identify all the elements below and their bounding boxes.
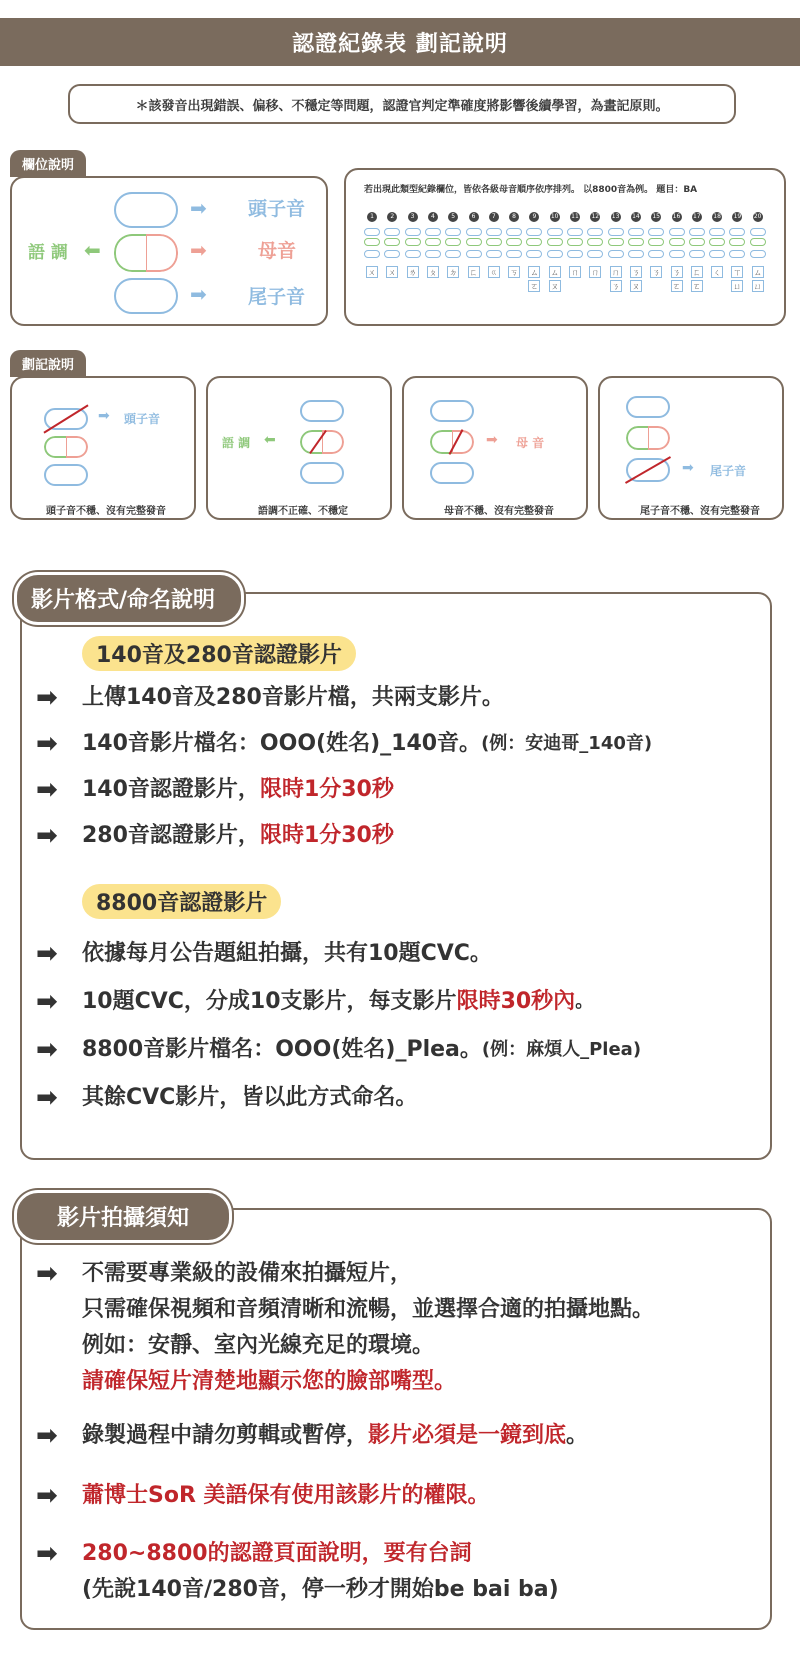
number-badge: 12 <box>591 213 600 220</box>
example-title: 若出現此類型紀錄欄位，皆依各級母音順序依序排列。 以8800音為例。 題目：BA <box>364 185 698 195</box>
arrow-right-icon: ➡ <box>190 196 207 220</box>
line-text: 上傳140音及280音影片檔，共兩支影片。 <box>82 685 504 710</box>
mini-pill <box>445 238 461 246</box>
arrow-right-icon: ➡ <box>36 729 58 759</box>
arrow-right-icon: ➡ <box>36 821 58 851</box>
arrow-right-icon: ➡ <box>36 1421 58 1451</box>
mini-pill <box>689 250 705 258</box>
mini-pill <box>567 250 583 258</box>
number-badge: 13 <box>611 213 620 220</box>
shooting-text: 。 <box>566 1423 589 1448</box>
tail-pill <box>114 278 178 314</box>
zhuyin-cell: ㄌ <box>408 268 417 277</box>
mini-pill <box>729 228 745 236</box>
zhuyin-cell: ㄡ <box>550 282 559 291</box>
line-text-red: 限時30秒內 <box>456 989 576 1014</box>
line-text: 10題CVC，分成10支影片，每支影片 <box>82 989 457 1014</box>
line-note: 。 <box>575 991 594 1012</box>
format-line <box>36 1032 641 1068</box>
card-caption: 尾子音不穩、沒有完整發音 <box>640 506 760 517</box>
line-text: 280音認證影片， <box>82 823 260 848</box>
mini-pill <box>445 228 461 236</box>
shooting-item-1 <box>36 1256 654 1400</box>
mini-pill <box>466 250 482 258</box>
mini-pill <box>526 238 542 246</box>
format-line <box>36 726 652 762</box>
arrow-right-icon: ➡ <box>682 460 694 476</box>
mini-pill <box>608 250 624 258</box>
zhuyin-cell: ㄋ <box>631 268 640 277</box>
vowel-pill <box>114 234 178 272</box>
mini-pill <box>669 228 685 236</box>
mini-pill <box>547 238 563 246</box>
number-badge: 20 <box>753 213 762 220</box>
line-text-red: 限時1分30秒 <box>259 823 394 848</box>
mini-pill <box>729 250 745 258</box>
zhuyin-cell: ㄨ <box>388 268 397 277</box>
notice-text: ＊該發音出現錯誤、偏移、不穩定等問題，認證官判定準確度將影響後續學習，為畫記原則。 <box>135 98 669 114</box>
mini-pill <box>628 250 644 258</box>
format-line <box>36 680 504 716</box>
zhuyin-cell: ㄆ <box>428 268 437 277</box>
number-badge: 5 <box>448 212 458 222</box>
mini-pill <box>547 228 563 236</box>
zhuyin-cell: ㄈ <box>469 268 478 277</box>
shooting-text-red: 蕭博士SoR 美語保有使用該影片的權限。 <box>82 1483 490 1508</box>
arrow-right-icon: ➡ <box>98 408 110 424</box>
group1-title: 140音及280音認證影片 <box>82 636 356 671</box>
zhuyin-cell: ㄋ <box>611 282 620 291</box>
mini-pill <box>669 250 685 258</box>
arrow-left-icon: ⬅ <box>84 238 101 262</box>
shooting-text-red: 請確保短片清楚地顯示您的臉部嘴型。 <box>82 1369 457 1394</box>
format-line <box>36 772 394 808</box>
mini-pill <box>567 228 583 236</box>
zhuyin-cell: ㄑ <box>713 268 722 277</box>
head-pill <box>114 192 178 228</box>
card-label: 語 調 <box>222 436 251 450</box>
line-text: 依據每月公告題組拍攝，共有10題CVC。 <box>82 941 492 966</box>
card-label: 頭子音 <box>124 412 161 426</box>
arrow-right-icon: ➡ <box>36 683 58 713</box>
mini-pill <box>364 238 380 246</box>
arrow-right-icon: ➡ <box>36 1539 58 1569</box>
head-pill <box>300 400 344 422</box>
shooting-text: 只需確保視頻和音頻清晰和流暢，並選擇合適的拍攝地點。 <box>82 1297 655 1322</box>
mini-pill <box>364 228 380 236</box>
mark-explain-tag: 劃記說明 <box>10 350 86 377</box>
arrow-right-icon: ➡ <box>36 775 58 805</box>
number-badge: 6 <box>469 212 479 222</box>
format-line <box>36 984 593 1020</box>
arrow-right-icon: ➡ <box>190 282 207 306</box>
mini-pill <box>628 228 644 236</box>
mini-pill <box>506 228 522 236</box>
zhuyin-cell: ㄋ <box>672 268 681 277</box>
zhuyin-cell: ㄒ <box>733 268 742 277</box>
zhuyin-cell: ㄩ <box>753 282 762 291</box>
shooting-text: 錄製過程中請勿剪輯或暫停， <box>82 1423 369 1448</box>
number-badge: 2 <box>387 212 397 222</box>
zhuyin-cell: ㄋ <box>652 268 661 277</box>
mini-pill <box>709 250 725 258</box>
head-pill <box>430 400 474 422</box>
zhuyin-cell: ㄍ <box>489 268 498 277</box>
mini-pill <box>750 250 766 258</box>
tail-pill <box>44 464 88 486</box>
mini-pill <box>425 250 441 258</box>
mini-pill <box>587 250 603 258</box>
vowel-label: 母音 <box>258 240 297 262</box>
zhuyin-cell: ㄡ <box>631 282 640 291</box>
card-caption: 母音不穩、沒有完整發音 <box>444 506 554 517</box>
mini-pill <box>466 228 482 236</box>
format-line <box>36 1080 417 1116</box>
mini-pill <box>669 238 685 246</box>
zhuyin-cell: ㄛ <box>530 282 539 291</box>
shooting-text: 不需要專業級的設備來拍攝短片， <box>82 1261 413 1286</box>
mini-pill <box>405 250 421 258</box>
zhuyin-cell: ㄉ <box>449 268 458 277</box>
video-format-box <box>20 592 772 1160</box>
page-title: 認證紀錄表 劃記說明 <box>292 31 508 57</box>
mini-pill <box>445 250 461 258</box>
field-explain-tag: 欄位說明 <box>10 150 86 177</box>
zhuyin-cell: ㄙ <box>550 268 559 277</box>
field-explain-box <box>10 176 328 326</box>
zhuyin-cell: ㄇ <box>571 268 579 277</box>
line-note: (例：安迪哥_140音) <box>481 733 653 754</box>
head-pill <box>626 396 670 418</box>
zhuyin-cell: ㄙ <box>530 268 539 277</box>
number-badge: 10 <box>550 213 559 220</box>
number-badge: 17 <box>692 213 701 220</box>
mini-pill <box>648 250 664 258</box>
mini-pill <box>405 238 421 246</box>
format-line <box>36 936 492 972</box>
mini-pill <box>648 238 664 246</box>
mini-pill <box>466 238 482 246</box>
mini-pill <box>486 238 502 246</box>
tail-pill <box>300 462 344 484</box>
mini-pill <box>689 228 705 236</box>
arrow-right-icon: ➡ <box>36 987 58 1017</box>
shooting-item-4 <box>36 1536 559 1608</box>
number-badge: 18 <box>713 213 721 220</box>
number-badge: 11 <box>571 213 579 220</box>
mini-pill <box>709 238 725 246</box>
mini-pill <box>547 250 563 258</box>
zhuyin-cell: ㄩ <box>733 282 742 291</box>
mini-pill <box>364 250 380 258</box>
zhuyin-cell: ㄙ <box>753 268 762 277</box>
mini-pill <box>689 238 705 246</box>
video-format-title: 影片格式/命名說明 <box>14 572 244 625</box>
zhuyin-cell: ㄈ <box>692 268 701 277</box>
number-badge: 19 <box>733 213 742 220</box>
mini-pill <box>608 238 624 246</box>
arrow-right-icon: ➡ <box>36 1481 58 1511</box>
mini-pill <box>405 228 421 236</box>
number-badge: 15 <box>652 213 660 220</box>
mini-pill <box>384 228 400 236</box>
tail-pill <box>430 462 474 484</box>
shooting-text-red: 280~8800的認證頁面說明，要有台詞 <box>82 1541 472 1566</box>
mini-pill <box>608 228 624 236</box>
example-box <box>344 168 786 326</box>
number-badge: 9 <box>529 212 539 222</box>
mini-pill <box>506 238 522 246</box>
mark-card-vowel <box>402 376 588 520</box>
zhuyin-cell: ㄛ <box>692 282 701 291</box>
mini-pill <box>750 238 766 246</box>
line-text-red: 限時1分30秒 <box>259 777 394 802</box>
shooting-item-2 <box>36 1418 588 1454</box>
mini-pill <box>526 228 542 236</box>
zhuyin-cell: ㄨ <box>368 268 376 277</box>
number-badge: 7 <box>489 212 499 222</box>
number-badge: 14 <box>632 213 640 220</box>
mark-card-tone <box>206 376 392 520</box>
card-label: 母 音 <box>516 436 545 450</box>
number-badge: 1 <box>367 212 377 222</box>
arrow-left-icon: ⬅ <box>264 432 276 448</box>
arrow-right-icon: ➡ <box>36 1259 58 1289</box>
arrow-right-icon: ➡ <box>190 238 207 262</box>
mini-pill <box>506 250 522 258</box>
arrow-right-icon: ➡ <box>36 1083 58 1113</box>
mini-pill <box>628 238 644 246</box>
number-badge: 4 <box>428 212 438 222</box>
mark-card-head <box>10 376 196 520</box>
number-badge: 16 <box>672 213 681 220</box>
number-badge: 3 <box>408 212 418 222</box>
format-line <box>36 818 394 854</box>
line-text: 8800音影片檔名：OOO(姓名)_Plea。 <box>82 1037 482 1062</box>
vowel-pill <box>44 436 88 458</box>
zhuyin-cell: ㄇ <box>611 268 620 277</box>
mini-pill <box>425 228 441 236</box>
mini-pill <box>526 250 542 258</box>
zhuyin-cell: ㄎ <box>510 268 519 277</box>
mini-pill <box>567 238 583 246</box>
shooting-text-red: 影片必須是一鏡到底 <box>368 1423 567 1448</box>
shooting-item-3 <box>36 1478 490 1514</box>
mini-pill <box>750 228 766 236</box>
line-text: 140音認證影片， <box>82 777 260 802</box>
line-note: (例：麻煩人_Plea) <box>481 1039 642 1060</box>
line-text: 其餘CVC影片，皆以此方式命名。 <box>82 1085 418 1110</box>
page-header <box>0 18 800 66</box>
mini-pill <box>587 228 603 236</box>
zhuyin-cell: ㄛ <box>672 282 681 291</box>
mini-pill <box>587 238 603 246</box>
arrow-right-icon: ➡ <box>36 939 58 969</box>
mini-pill <box>729 238 745 246</box>
tail-label: 尾子音 <box>248 286 306 308</box>
card-caption: 頭子音不穩、沒有完整發音 <box>46 506 166 517</box>
arrow-right-icon: ➡ <box>36 1035 58 1065</box>
mini-pill <box>425 238 441 246</box>
zhuyin-cell: ㄇ <box>591 268 600 277</box>
notice-box <box>68 84 736 124</box>
shooting-text: 例如：安靜、室內光線充足的環境。 <box>82 1333 435 1358</box>
mini-pill <box>486 228 502 236</box>
vowel-pill <box>626 426 670 450</box>
shooting-text: (先說140音/280音，停一秒才開始be bai ba) <box>82 1577 559 1602</box>
head-label: 頭子音 <box>248 198 306 220</box>
card-label: 尾子音 <box>710 464 747 478</box>
tone-label: 語 調 <box>28 243 68 263</box>
line-text: 140音影片檔名：OOO(姓名)_140音。 <box>82 731 482 756</box>
mini-pill <box>709 228 725 236</box>
shooting-title: 影片拍攝須知 <box>14 1190 232 1243</box>
mini-pill <box>648 228 664 236</box>
card-caption: 語調不正確、不穩定 <box>258 506 348 517</box>
mark-card-tail <box>598 376 784 520</box>
arrow-right-icon: ➡ <box>486 432 498 448</box>
mini-pill <box>384 250 400 258</box>
mini-pill <box>384 238 400 246</box>
group2-title: 8800音認證影片 <box>82 884 281 919</box>
number-badge: 8 <box>509 212 519 222</box>
mini-pill <box>486 250 502 258</box>
